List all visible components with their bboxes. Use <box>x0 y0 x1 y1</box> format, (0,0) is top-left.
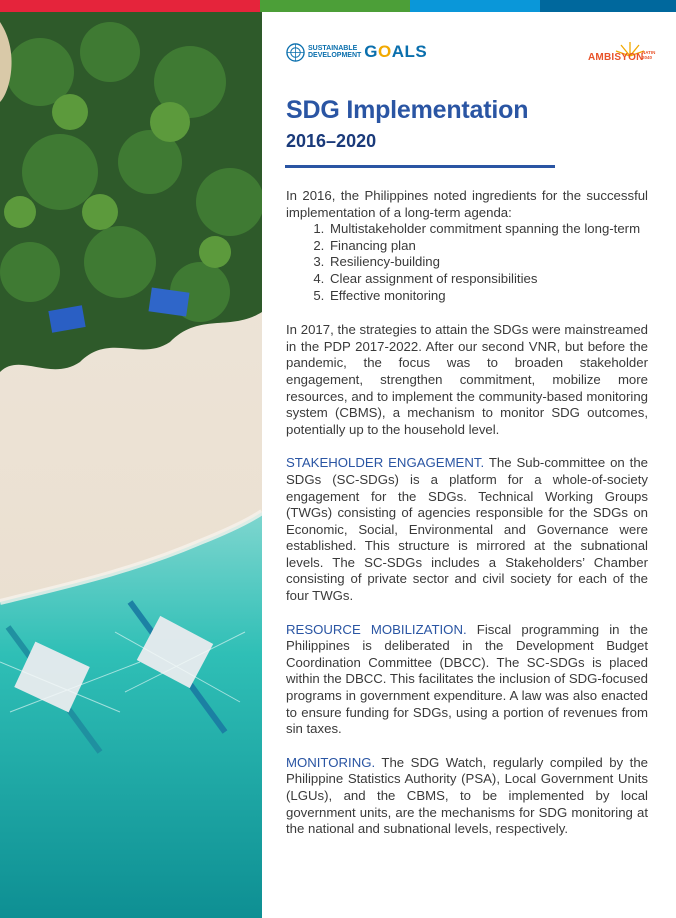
monitoring-paragraph <box>286 755 648 838</box>
resource-paragraph <box>286 622 648 738</box>
page-title: SDG Implementation <box>286 96 529 124</box>
sdg-line1: SUSTAINABLE <box>308 44 358 52</box>
list-item: 4. Clear assignment of responsibilities <box>328 271 648 288</box>
stripe-red-2 <box>120 0 260 12</box>
stakeholder-text: The Sub-committee on the SDGs (SC-SDGs) is a platform for a whole-of-society engagement for the SDGs. Technical Working Groups (TWGs) consisting of agencies responsible for the SDGs on Economic, Social, Environmental and Governance were established. This structure is mirrored at the subnational levels. The SC-SDGs includes a Stakeholders’ Chamber consisting of private sector and civil society for each of the four TWGs. <box>286 455 649 604</box>
list-item: 5. Effective monitoring <box>328 288 648 305</box>
title-divider <box>285 165 555 168</box>
stripe-red <box>0 0 120 12</box>
stakeholder-paragraph <box>286 455 648 604</box>
intro-paragraph: In 2016, the Philippines noted ingredients for the successful implementation of a long-term agenda: <box>286 188 648 220</box>
sdg-line2: DEVELOPMENT <box>308 52 362 59</box>
monitoring-heading: MONITORING. <box>286 754 376 770</box>
list-item: 3. Resiliency-building <box>328 254 648 271</box>
resource-text: Fiscal programming in the Philippines is deliberated in the Development Budget Coordination Committee (DBCC). The SC-SDGs is placed within the DBCC. This facilitates the inclusion of SDG-focused programs in government expenditure. A law was also enacted to ensure funding for SDGs, using a portion of revenues from sin taxes. <box>286 621 648 737</box>
monitoring-text: The SDG Watch, regularly compiled by the Philippine Statistics Authority (PSA), Local Government Units (LGUs), and the CBMS, to be implemented by local government units, are the mechanisms for SDG monitoring at the national and subnational levels, respectively. <box>286 754 648 837</box>
ambisyon-text: AMBISYON <box>588 52 644 63</box>
stripe-blue <box>410 0 540 12</box>
ambisyon-logo <box>588 36 658 80</box>
ambisyon-year: 2040 <box>642 55 653 60</box>
goals-o: O <box>378 42 392 61</box>
list-item: 2. Financing plan <box>328 238 648 255</box>
body-text <box>286 188 648 855</box>
color-stripe <box>0 0 676 12</box>
ambisyon-sub <box>642 50 655 60</box>
paragraph-2017: In 2017, the strategies to attain the SDGs were mainstreamed in the PDP 2017-2022. After our second VNR, but before the pandemic, the focus was to broaden stakeholder engagement, strengthen commitment, mobilize more resources, and to implement the community-based monitoring system (CBMS), a mechanism to monitor SDG outcomes, potentially up to the household level. <box>286 322 648 437</box>
sdg-logo <box>286 42 427 62</box>
goals-g: G <box>364 42 379 61</box>
ingredients-list <box>286 221 648 304</box>
goals-word <box>364 42 427 62</box>
stripe-green <box>260 0 410 12</box>
stakeholder-heading: STAKEHOLDER ENGAGEMENT. <box>286 455 485 471</box>
sdg-words <box>308 45 361 60</box>
un-emblem-icon <box>286 43 305 62</box>
list-item: 1. Multistakeholder commitment spanning the long-term <box>328 221 648 238</box>
ambisyon-natin: NATIN <box>642 50 656 55</box>
stripe-navy <box>540 0 676 12</box>
resource-heading: RESOURCE MOBILIZATION. <box>286 621 467 637</box>
goals-rest: ALS <box>391 42 428 61</box>
content-panel <box>262 12 676 918</box>
page-subtitle: 2016–2020 <box>286 131 377 151</box>
beach-aerial-photo <box>0 12 262 918</box>
